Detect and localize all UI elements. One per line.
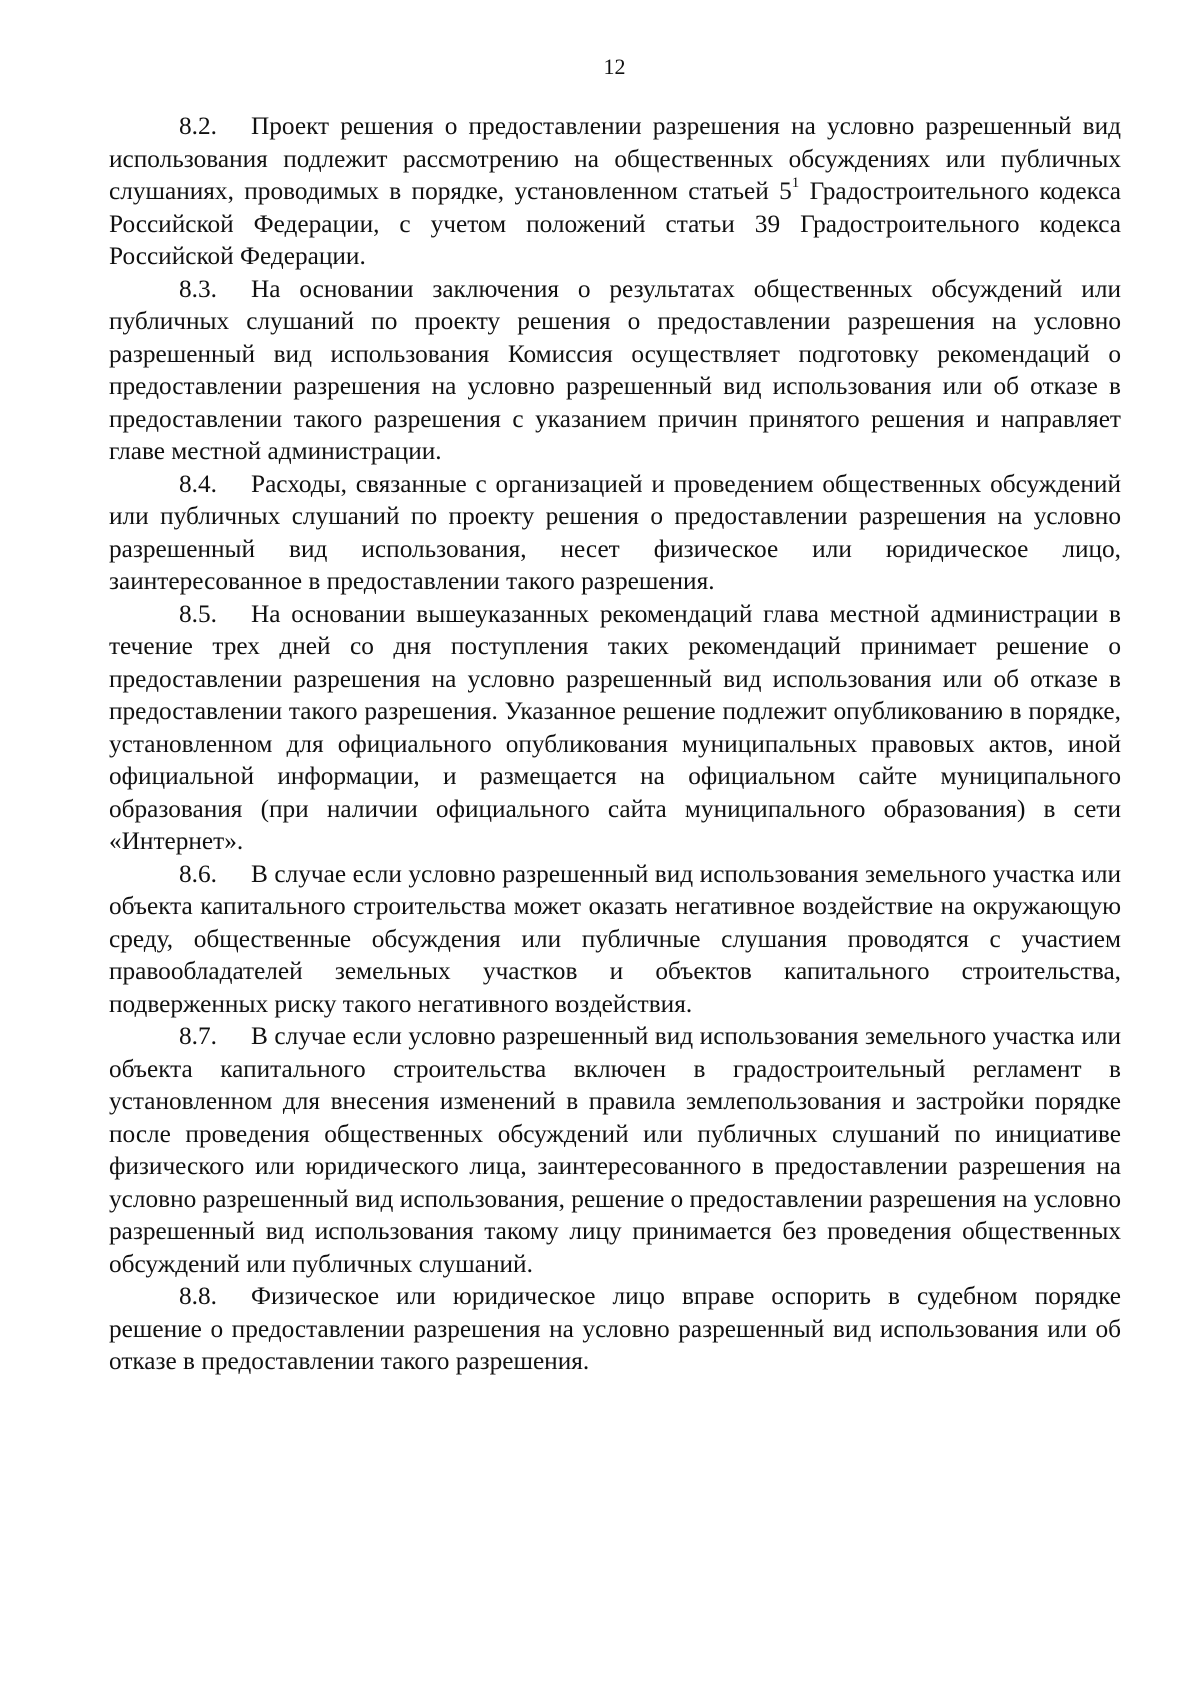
superscript: 1 xyxy=(791,174,800,191)
paragraph-number: 8.3. xyxy=(179,274,217,303)
paragraph-8-2 xyxy=(109,110,1121,273)
paragraph-text: На основании вышеуказанных рекомендаций глава местной администрации в течение трех дней со дня поступления таких рекомендаций принимает решение о предоставлении разрешения на условно разрешенный вид использования или об отказе в предоставлении такого разрешения. Указанное решение подлежит опубликованию в порядке, установленном для официального опубликования муниципальных правовых актов, иной официальной информации, и размещается на официальном сайте муниципального образования (при наличии официального сайта муниципального образования) в сети «Интернет». xyxy=(109,599,1121,855)
paragraph-text: На основании заключения о результатах общественных обсуждений или публичных слушаний по проекту решения о предоставлении разрешения на условно разрешенный вид использования Комиссия осуществляет подготовку рекомендаций о предоставлении разрешения на условно разрешенный вид использования или об отказе в предоставлении такого разрешения с указанием причин принятого решения и направляет главе местной администрации. xyxy=(109,274,1121,465)
paragraph-8-4 xyxy=(109,468,1121,598)
paragraph-number: 8.8. xyxy=(179,1282,217,1310)
paragraph-number: 8.5. xyxy=(179,599,217,628)
paragraph-8-6 xyxy=(109,858,1121,1021)
paragraph-number: 8.6. xyxy=(179,859,217,888)
paragraph-8-7 xyxy=(109,1020,1121,1280)
paragraph-text: В случае если условно разрешенный вид использования земельного участка или объекта капитального строительства может оказать негативное воздействие на окружающую среду, общественные обсуждения или публичные слушания проводятся с участием правообладателей земельных участков и объектов капитального строительства, подверженных риску такого негативного воздействия. xyxy=(109,859,1121,1018)
page-number: 12 xyxy=(603,54,626,79)
paragraph-number: 8.2. xyxy=(179,112,217,140)
paragraph-text-continued: Градостроительного кодекса Российской Федерации, с учетом положений статьи 39 Градостроительного кодекса Российской Федерации. xyxy=(109,177,1121,270)
paragraph-8-8 xyxy=(109,1280,1121,1378)
paragraph-text: Расходы, связанные с организацией и проведением общественных обсуждений или публичных слушаний по проекту решения о предоставлении разрешения на условно разрешенный вид использования, несет физическое или юридическое лицо, заинтересованное в предоставлении такого разрешения. xyxy=(109,469,1121,595)
paragraph-text: Физическое или юридическое лицо вправе оспорить в судебном порядке решение о предоставлении разрешения на условно разрешенный вид использования или об отказе в предоставлении такого разрешения. xyxy=(109,1282,1121,1375)
document-body xyxy=(109,110,1121,1378)
paragraph-text: Проект решения о предоставлении разрешения на условно разрешенный вид использования подлежит рассмотрению на общественных обсуждениях или публичных слушаниях, проводимых в порядке, установленном статьей 5 xyxy=(109,112,1121,205)
paragraph-number: 8.7. xyxy=(179,1022,217,1050)
paragraph-8-5 xyxy=(109,598,1121,858)
paragraph-8-3 xyxy=(109,273,1121,468)
paragraph-text: В случае если условно разрешенный вид использования земельного участка или объекта капитального строительства включен в градостроительный регламент в установленном для внесения изменений в правила землепользования и застройки порядке после проведения общественных обсуждений или публичных слушаний по инициативе физического или юридического лица, заинтересованного в предоставлении разрешения на условно разрешенный вид использования, решение о предоставлении разрешения на условно разрешенный вид использования такому лицу принимается без проведения общественных обсуждений или публичных слушаний. xyxy=(109,1022,1121,1278)
paragraph-number: 8.4. xyxy=(179,469,217,498)
